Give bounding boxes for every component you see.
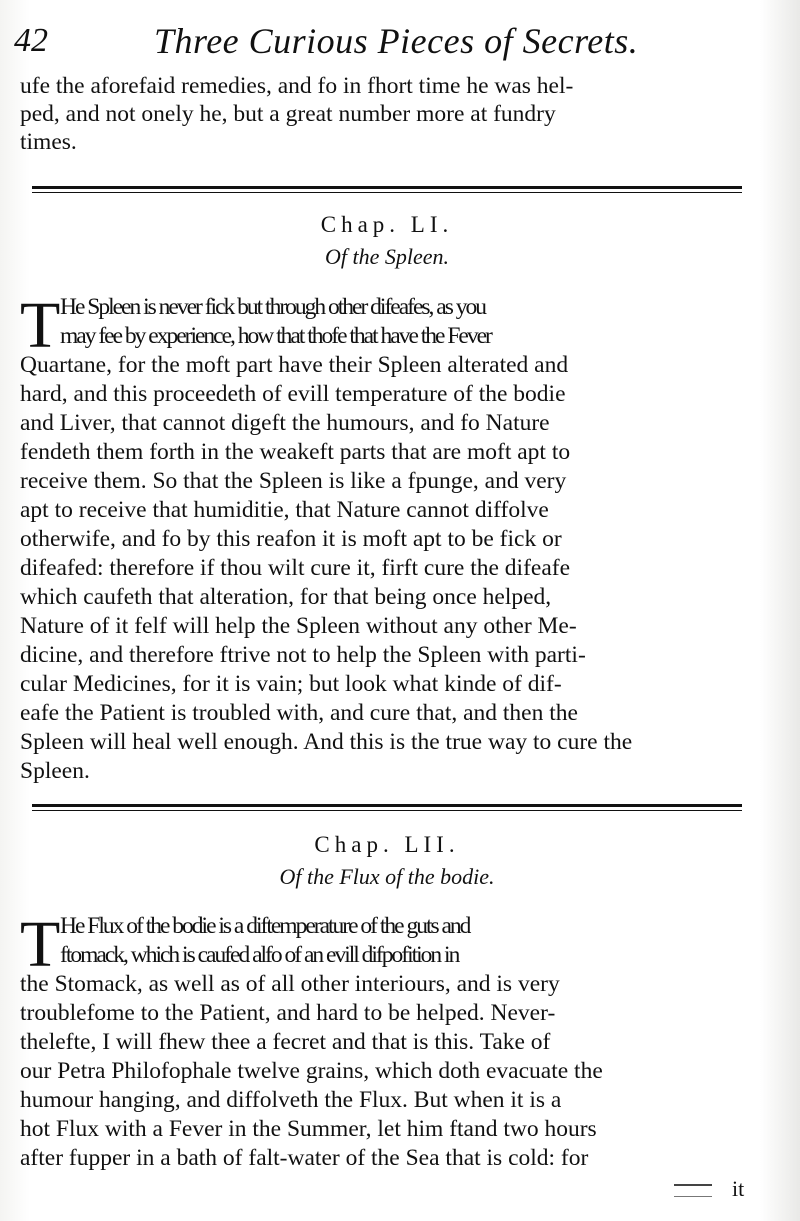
- running-title: Three Curious Pieces of Secrets.: [154, 21, 639, 61]
- drop-cap: T: [20, 908, 61, 981]
- chapter-heading: Chap. LII.: [314, 832, 460, 857]
- paragraph-line: Spleen will heal well enough. And this is the true way to cure the: [20, 729, 633, 755]
- paragraph-line: the Stomack, as well as of all other interiours, and is very: [20, 971, 560, 997]
- paragraph-line: hard, and this proceedeth of evill temperature of the bodie: [20, 381, 566, 407]
- section-rule: [32, 804, 742, 807]
- paragraph-line: hot Flux with a Fever in the Summer, let him ftand two hours: [20, 1116, 597, 1142]
- running-head: [14, 18, 784, 72]
- chapter-subtitle: Of the Spleen.: [324, 244, 450, 269]
- section-rule: [32, 186, 742, 189]
- paragraph-line: He Flux of the bodie is a diftemperature of the guts and: [60, 913, 470, 939]
- intro-line: ped, and not onely he, but a great number more at fundry: [20, 101, 556, 127]
- paragraph-line: dicine, and therefore ftrive not to help the Spleen with parti-: [20, 642, 586, 668]
- intro-line: ufe the aforefaid remedies, and fo in fhort time he was hel-: [20, 73, 574, 99]
- paragraph-line: cular Medicines, for it is vain; but look what kinde of dif-: [20, 671, 562, 697]
- paragraph-line: may fee by experience, how that thofe that have the Fever: [60, 323, 491, 349]
- paragraph-line: Nature of it felf will help the Spleen without any other Me-: [20, 613, 577, 639]
- paragraph-line: He Spleen is never fick but through other difeafes, as you: [60, 294, 485, 320]
- paragraph-line: difeafed: therefore if thou wilt cure it, firft cure the difeafe: [20, 555, 571, 581]
- chapter-heading: Chap. LI.: [320, 212, 454, 237]
- chapter-subtitle: Of the Flux of the bodie.: [279, 864, 495, 889]
- paragraph-line: apt to receive that humiditie, that Nature cannot diffolve: [20, 497, 549, 523]
- paragraph-line: fendeth them forth in the weakeft parts that are moft apt to: [20, 439, 571, 465]
- paragraph-line: thelefte, I will fhew thee a fecret and that is this. Take of: [20, 1029, 551, 1055]
- paragraph-line: our Petra Philofophale twelve grains, which doth evacuate the: [20, 1058, 603, 1084]
- paragraph-line: and Liver, that cannot digeft the humours, and fo Nature: [20, 410, 550, 436]
- paragraph-line: after fupper in a bath of falt-water of the Sea that is cold: for: [20, 1145, 589, 1171]
- drop-cap: T: [20, 289, 61, 362]
- paragraph-line: which caufeth that alteration, for that being once helped,: [20, 584, 552, 610]
- page-number: 42: [14, 22, 48, 59]
- catchword: it: [732, 1176, 745, 1201]
- paragraph-line: otherwife, and fo by this reafon it is moft apt to be fick or: [20, 526, 562, 552]
- paragraph-line: receive them. So that the Spleen is like a fpunge, and very: [20, 468, 567, 494]
- paragraph-line: ftomack, which is caufed alfo of an evill difpofition in: [60, 942, 459, 968]
- paragraph-line: Spleen.: [20, 758, 90, 784]
- paragraph-line: humour hanging, and diffolveth the Flux. But when it is a: [20, 1087, 562, 1113]
- printer-ornament: [674, 1184, 712, 1197]
- paragraph-line: eafe the Patient is troubled with, and cure that, and then the: [20, 700, 578, 726]
- intro-line: times.: [20, 129, 77, 155]
- paragraph-line: troublefome to the Patient, and hard to be helped. Never-: [20, 1000, 556, 1026]
- paragraph-line: Quartane, for the moft part have their Spleen alterated and: [20, 352, 569, 378]
